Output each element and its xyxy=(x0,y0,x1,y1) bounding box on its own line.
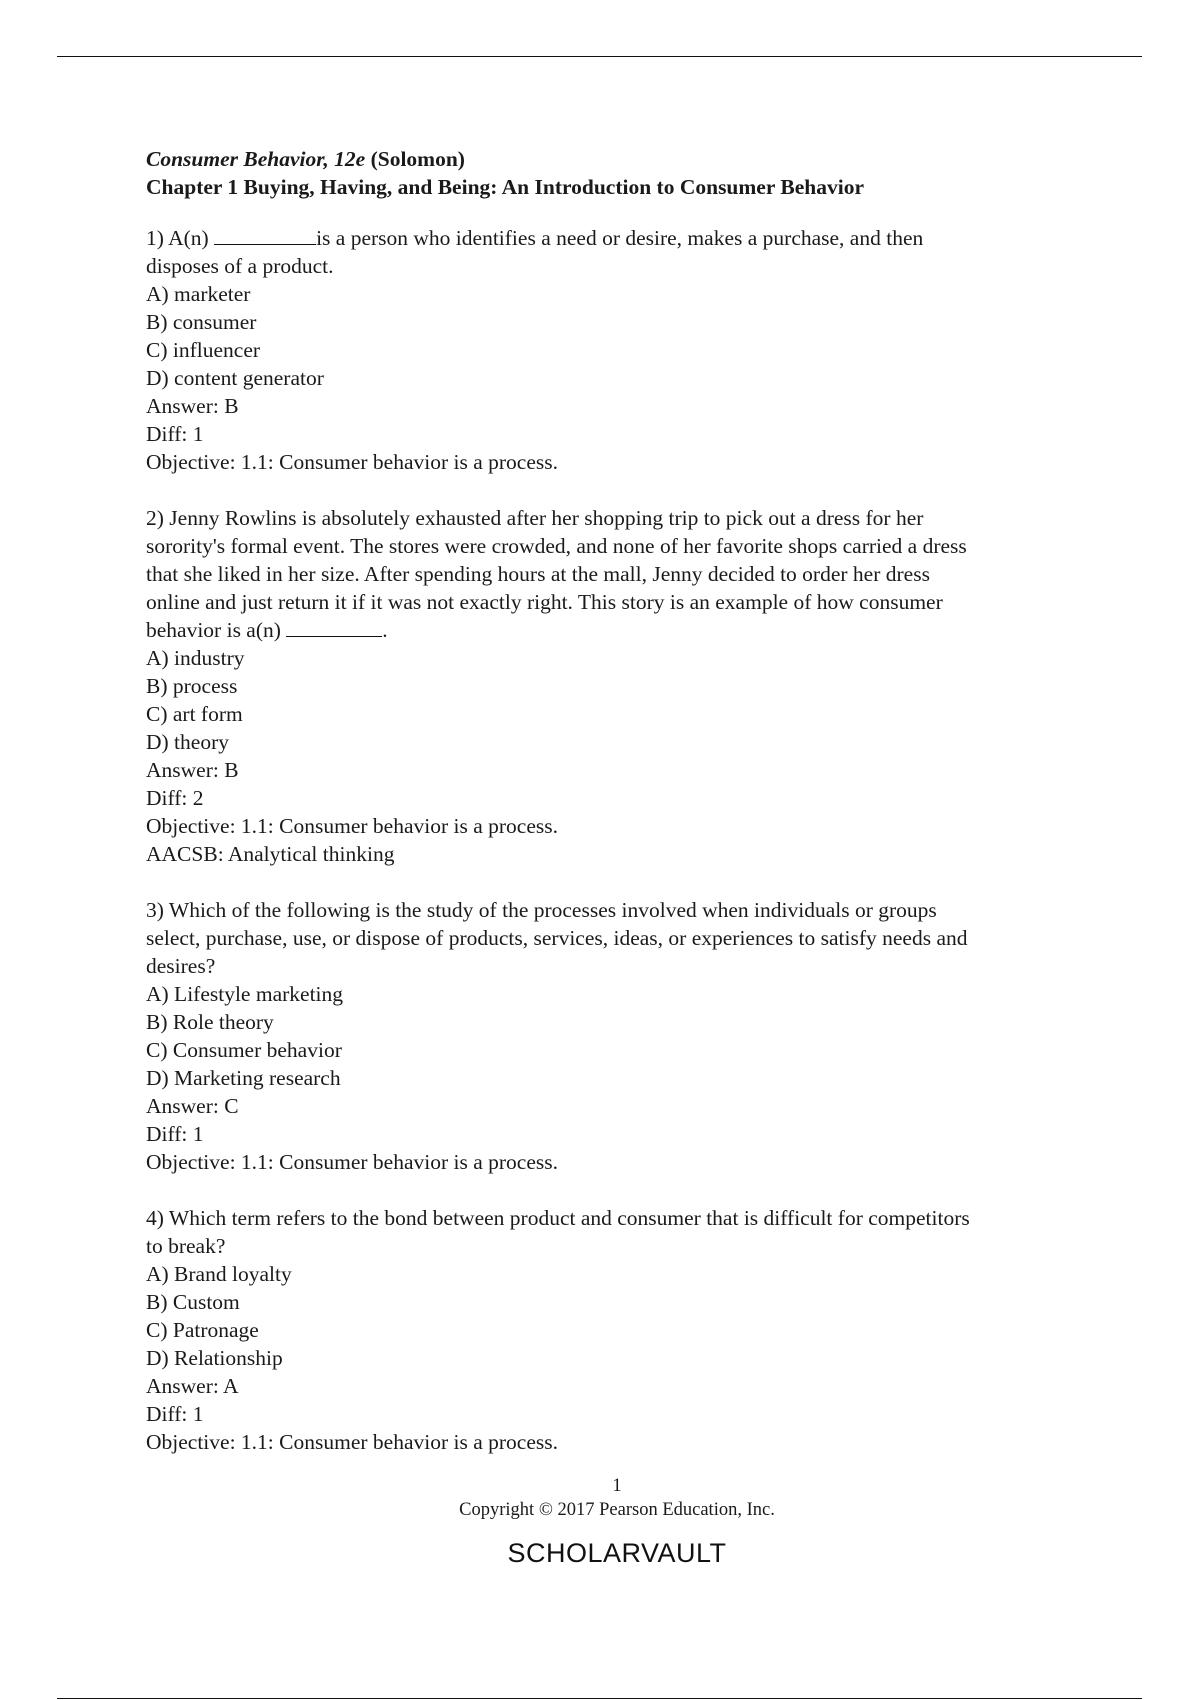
question-3 xyxy=(146,896,1076,1176)
option-b: B) Role theory xyxy=(146,1010,274,1034)
question-stem-cont: disposes of a product. xyxy=(146,254,334,278)
difficulty: Diff: 1 xyxy=(146,1402,204,1426)
option-b: B) process xyxy=(146,674,238,698)
difficulty: Diff: 1 xyxy=(146,422,204,446)
objective: Objective: 1.1: Consumer behavior is a process. xyxy=(146,1430,558,1454)
copyright: Copyright © 2017 Pearson Education, Inc. xyxy=(459,1500,775,1520)
option-a: A) marketer xyxy=(146,282,251,306)
document-body xyxy=(146,145,1076,1456)
question-stem: 2) Jenny Rowlins is absolutely exhausted after her shopping trip to pick out a dress for her xyxy=(146,506,924,530)
objective: Objective: 1.1: Consumer behavior is a process. xyxy=(146,450,558,474)
option-d: D) Relationship xyxy=(146,1346,283,1370)
question-stem: 4) Which term refers to the bond between product and consumer that is difficult for competitors xyxy=(146,1206,970,1230)
option-a: A) industry xyxy=(146,646,245,670)
answer: Answer: C xyxy=(146,1094,239,1118)
question-stem-cont: behavior is a(n) . xyxy=(146,618,388,642)
option-b: B) consumer xyxy=(146,310,257,334)
watermark: SCHOLARVAULT xyxy=(507,1538,727,1568)
question-stem-cont: to break? xyxy=(146,1234,226,1258)
option-c: C) art form xyxy=(146,702,243,726)
document-header xyxy=(146,145,1076,201)
option-b: B) Custom xyxy=(146,1290,240,1314)
answer: Answer: B xyxy=(146,758,239,782)
question-stem-cont: that she liked in her size. After spending hours at the mall, Jenny decided to order her dress xyxy=(146,562,930,586)
answer: Answer: A xyxy=(146,1374,239,1398)
chapter-title: Chapter 1 Buying, Having, and Being: An Introduction to Consumer Behavior xyxy=(146,175,864,199)
page-number: 1 xyxy=(612,1476,622,1496)
objective: Objective: 1.1: Consumer behavior is a process. xyxy=(146,814,558,838)
book-title-line xyxy=(146,145,1076,173)
answer: Answer: B xyxy=(146,394,239,418)
aacsb: AACSB: Analytical thinking xyxy=(146,842,395,866)
difficulty: Diff: 1 xyxy=(146,1122,204,1146)
book-author: (Solomon) xyxy=(365,147,465,171)
option-d: D) theory xyxy=(146,730,229,754)
question-stem-cont: select, purchase, use, or dispose of products, services, ideas, or experiences to satisfy needs and xyxy=(146,926,968,950)
question-stem-cont: sorority's formal event. The stores were crowded, and none of her favorite shops carried a dress xyxy=(146,534,967,558)
question-1 xyxy=(146,224,1076,476)
option-c: C) Patronage xyxy=(146,1318,259,1342)
page-footer xyxy=(0,1474,1200,1522)
option-d: D) Marketing research xyxy=(146,1066,341,1090)
question-2 xyxy=(146,504,1076,868)
top-rule xyxy=(57,56,1142,57)
question-stem-cont: desires? xyxy=(146,954,216,978)
option-a: A) Lifestyle marketing xyxy=(146,982,344,1006)
question-stem: 1) A(n) is a person who identifies a need or desire, makes a purchase, and then xyxy=(146,226,924,250)
question-stem-cont: online and just return it if it was not exactly right. This story is an example of how consumer xyxy=(146,590,943,614)
option-c: C) influencer xyxy=(146,338,261,362)
question-4 xyxy=(146,1204,1076,1456)
difficulty: Diff: 2 xyxy=(146,786,204,810)
bottom-rule xyxy=(57,1698,1142,1699)
answer-blank xyxy=(214,226,316,245)
question-stem: 3) Which of the following is the study of the processes involved when individuals or groups xyxy=(146,898,937,922)
option-d: D) content generator xyxy=(146,366,324,390)
option-a: A) Brand loyalty xyxy=(146,1262,292,1286)
answer-blank xyxy=(286,618,382,637)
book-title: Consumer Behavior, 12e xyxy=(146,147,366,171)
option-c: C) Consumer behavior xyxy=(146,1038,342,1062)
objective: Objective: 1.1: Consumer behavior is a process. xyxy=(146,1150,558,1174)
